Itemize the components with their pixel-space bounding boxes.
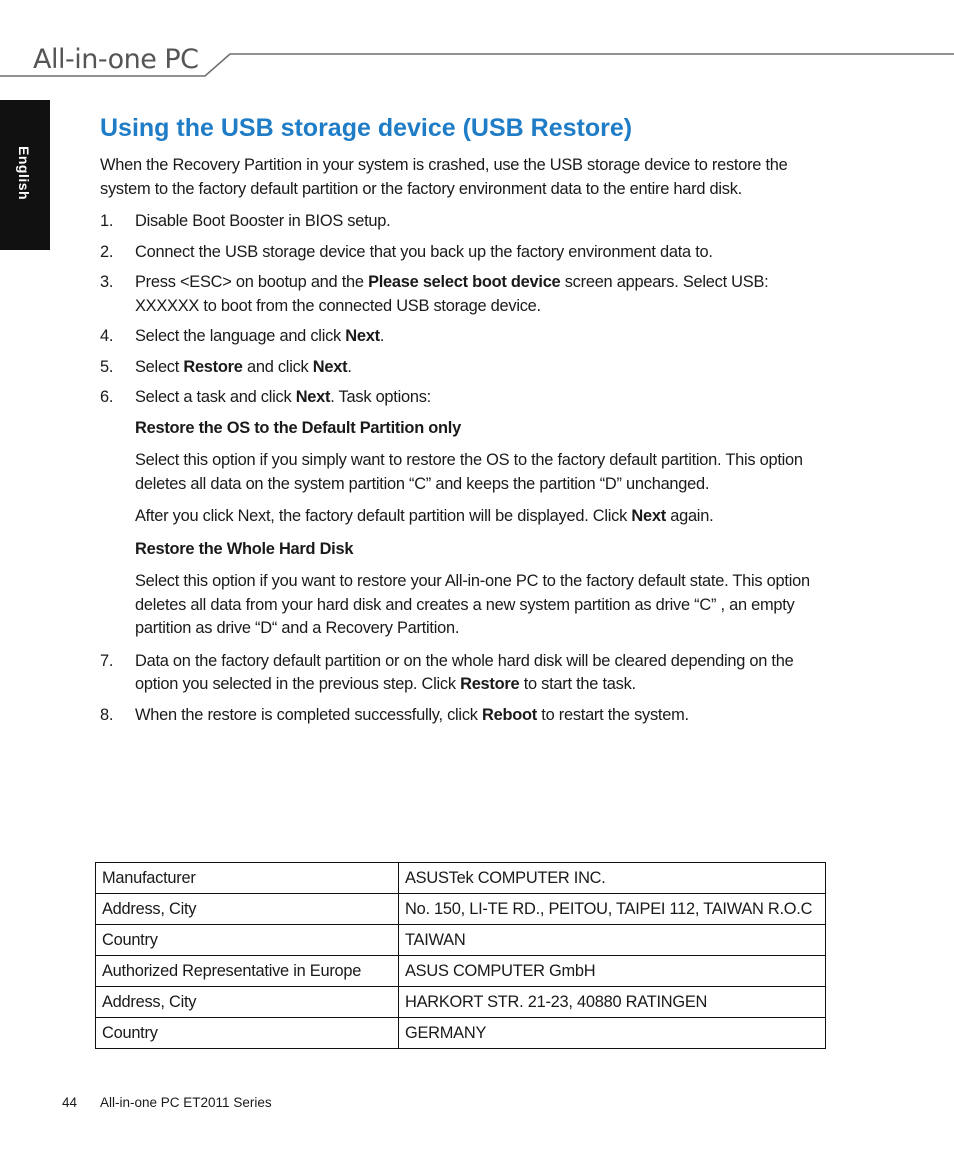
table-cell-label: Manufacturer (96, 863, 399, 894)
table-row (96, 894, 826, 925)
table-row (96, 956, 826, 987)
table-cell-value: ASUSTek COMPUTER INC. (399, 863, 826, 894)
steps-list-continued (100, 650, 835, 728)
language-tab-label: English (16, 146, 32, 201)
table-cell-value: No. 150, LI-TE RD., PEITOU, TAIPEI 112, TAIWAN R.O.C (399, 894, 826, 925)
step-number: 8. (100, 705, 114, 724)
steps-list (100, 210, 835, 410)
step-number: 4. (100, 327, 114, 345)
step-number: 1. (100, 212, 114, 230)
emphasis-text: Next (631, 507, 666, 525)
section-title: Using the USB storage device (USB Restore) (100, 114, 633, 142)
page-footer (62, 1095, 272, 1110)
brand-logo: All-in-one PC (33, 44, 199, 75)
emphasis-text: Next (295, 388, 331, 406)
step-number: 2. (100, 242, 114, 261)
section-body (100, 154, 835, 734)
emphasis-text: Restore (460, 675, 520, 693)
table-cell-label: Authorized Representative in Europe (96, 956, 399, 987)
page-number: 44 (62, 1095, 78, 1110)
step-text: Select Restore and click Next. (135, 357, 352, 376)
step-number: 3. (100, 273, 114, 291)
step-item (100, 210, 835, 234)
step-item (100, 704, 835, 728)
table-row (96, 925, 826, 956)
step-text: Connect the USB storage device that you back up the factory environment data to. (135, 242, 713, 261)
step-number: 6. (100, 388, 114, 406)
step-item (100, 386, 835, 410)
step-number: 7. (100, 651, 114, 670)
table-cell-label: Country (96, 925, 399, 956)
step-text: Press <ESC> on bootup and the Please select boot device screen appears. Select USB: XXXXXX to boot from the connected USB storage device. (135, 273, 769, 315)
step-text: Select the language and click Next. (135, 327, 385, 345)
emphasis-text: Next (345, 327, 380, 345)
manufacturer-info-table (95, 862, 826, 1049)
step-item (100, 356, 835, 380)
emphasis-text: Restore (183, 357, 243, 376)
step-item (100, 650, 835, 697)
step-number: 5. (100, 357, 114, 376)
table-cell-value: TAIWAN (399, 925, 826, 956)
table-cell-label: Address, City (96, 894, 399, 925)
step-text: Select a task and click Next. Task options: (135, 388, 431, 406)
table-row (96, 863, 826, 894)
task-option-heading: Restore the Whole Hard Disk (135, 539, 354, 558)
intro-paragraph: When the Recovery Partition in your system is crashed, use the USB storage device to restore the system to the factory default partition or the factory environment data to the entire hard disk. (100, 156, 788, 198)
emphasis-text: Please select boot device (368, 273, 561, 291)
header-rule (0, 50, 954, 80)
emphasis-text: Next (312, 357, 348, 376)
step-text: When the restore is completed successfully, click Reboot to restart the system. (135, 705, 689, 724)
step-item (100, 241, 835, 265)
task-option-heading: Restore the OS to the Default Partition only (135, 418, 461, 437)
table-cell-value: GERMANY (399, 1018, 826, 1049)
footer-series: All-in-one PC ET2011 Series (100, 1095, 272, 1110)
task-option-paragraph: Select this option if you want to restore your All-in-one PC to the factory default state. This option deletes all data from your hard disk and creates a new system partition as drive “C” , an empty partition as drive “D“ and a Recovery Partition. (135, 572, 810, 637)
step-item (100, 325, 835, 349)
table-cell-value: ASUS COMPUTER GmbH (399, 956, 826, 987)
step-text: Disable Boot Booster in BIOS setup. (135, 212, 391, 230)
table-cell-label: Address, City (96, 987, 399, 1018)
step-item (100, 271, 835, 318)
task-option-paragraph: After you click Next, the factory default partition will be displayed. Click Next again. (135, 507, 714, 525)
table-row (96, 1018, 826, 1049)
step-text: Data on the factory default partition or on the whole hard disk will be cleared depending on the option you selected in the previous step. Click Restore to start the task. (135, 651, 794, 693)
table-row (96, 987, 826, 1018)
table-cell-value: HARKORT STR. 21-23, 40880 RATINGEN (399, 987, 826, 1018)
task-option-paragraph: Select this option if you simply want to restore the OS to the factory default partition. This option deletes all data on the system partition “C” and keeps the partition “D” unchanged. (135, 451, 803, 493)
emphasis-text: Reboot (482, 705, 537, 724)
task-options (135, 417, 835, 641)
table-cell-label: Country (96, 1018, 399, 1049)
